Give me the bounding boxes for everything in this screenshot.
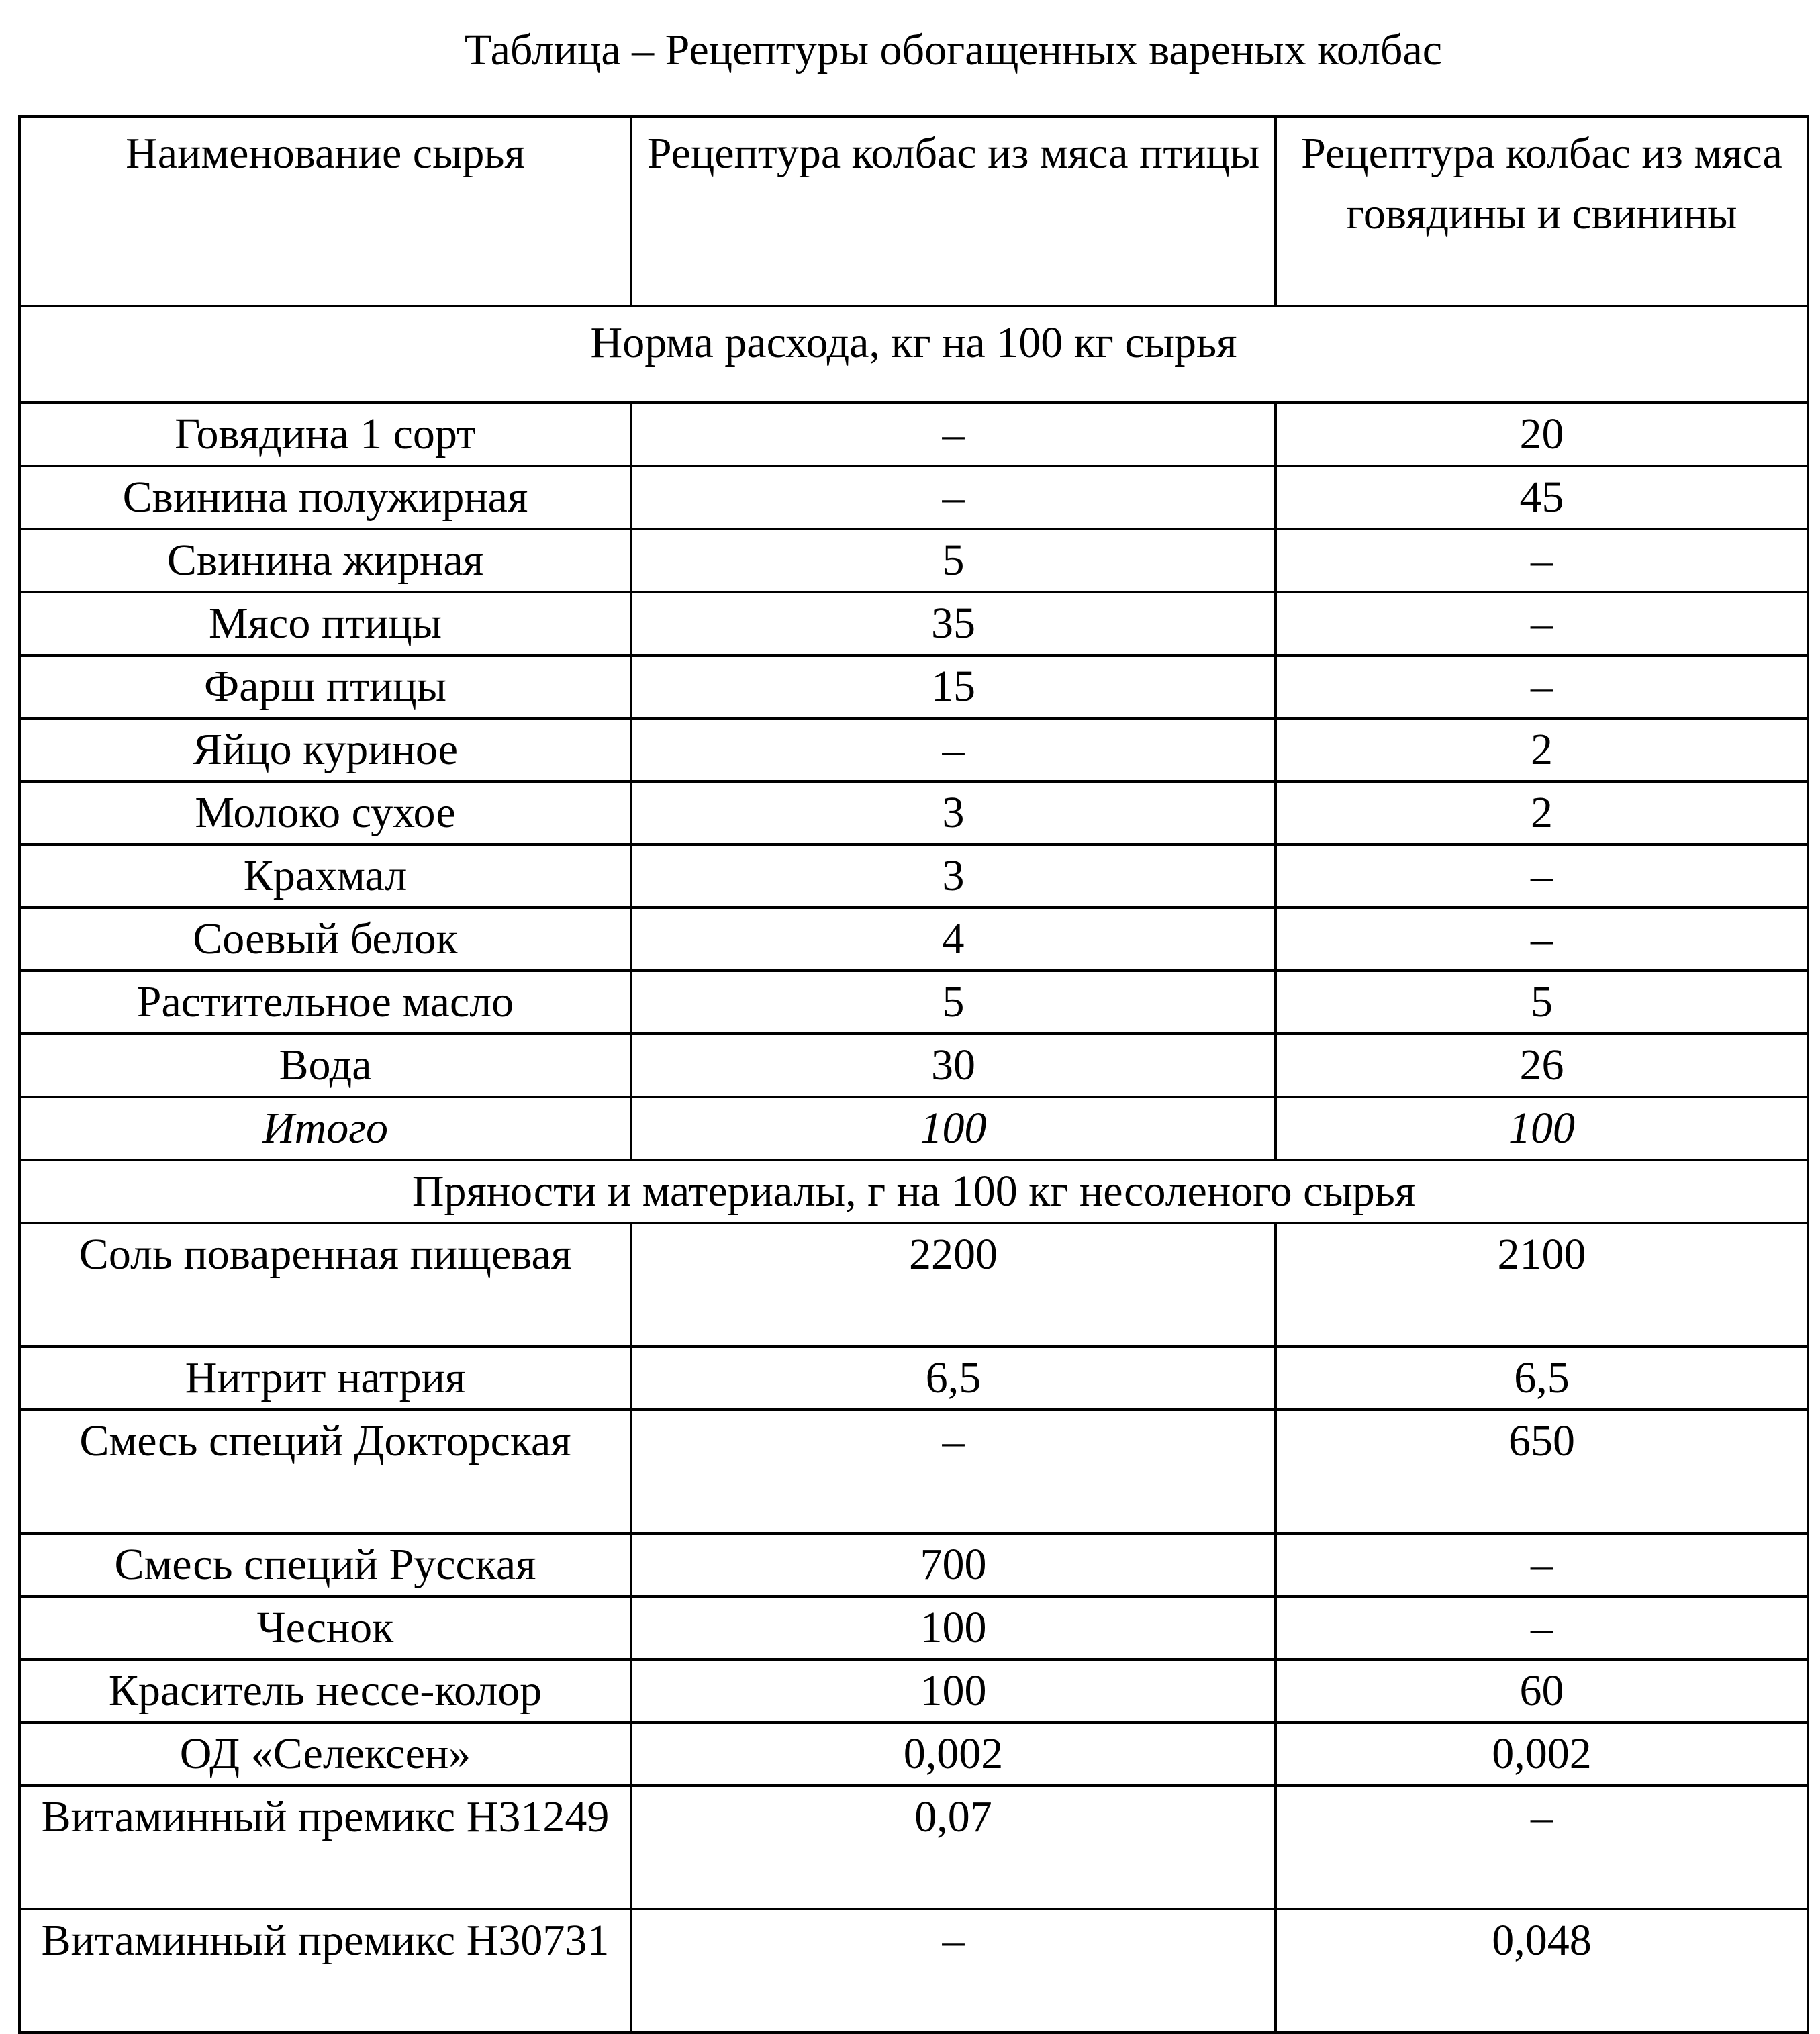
total-poultry-value: 100 xyxy=(631,1097,1276,1160)
row-poultry-value: 4 xyxy=(631,908,1276,971)
table-row xyxy=(19,1909,1808,2033)
table-row xyxy=(19,781,1808,844)
row-beef-pork-value: – xyxy=(1276,592,1808,655)
table-row xyxy=(19,718,1808,781)
row-beef-pork-value: – xyxy=(1276,529,1808,592)
row-beef-pork-value: 2 xyxy=(1276,718,1808,781)
table-row xyxy=(19,844,1808,908)
row-poultry-value: 100 xyxy=(631,1659,1276,1723)
row-name: Витаминный премикс Н30731 xyxy=(19,1909,631,2033)
row-name: Соль поваренная пищевая xyxy=(19,1223,631,1347)
row-beef-pork-value: – xyxy=(1276,908,1808,971)
table-row xyxy=(19,908,1808,971)
table-row xyxy=(19,1034,1808,1097)
header-poultry-recipe: Рецептура колбас из мяса птицы xyxy=(631,117,1276,306)
table-row xyxy=(19,1223,1808,1347)
row-name: Соевый белок xyxy=(19,908,631,971)
header-raw-material: Наименование сырья xyxy=(19,117,631,306)
row-beef-pork-value: – xyxy=(1276,844,1808,908)
table-row xyxy=(19,1659,1808,1723)
table-row xyxy=(19,655,1808,718)
row-name: Чеснок xyxy=(19,1596,631,1659)
row-beef-pork-value: – xyxy=(1276,655,1808,718)
row-poultry-value: 15 xyxy=(631,655,1276,718)
table-row xyxy=(19,971,1808,1034)
row-name: Краситель нессе-колор xyxy=(19,1659,631,1723)
row-name: Мясо птицы xyxy=(19,592,631,655)
row-poultry-value: – xyxy=(631,403,1276,466)
row-beef-pork-value: – xyxy=(1276,1596,1808,1659)
row-name: Растительное масло xyxy=(19,971,631,1034)
table-row xyxy=(19,1723,1808,1786)
section-row xyxy=(19,306,1808,403)
row-poultry-value: 0,07 xyxy=(631,1786,1276,1909)
table-row xyxy=(19,1786,1808,1909)
row-beef-pork-value: 6,5 xyxy=(1276,1347,1808,1410)
row-beef-pork-value: 60 xyxy=(1276,1659,1808,1723)
table-row xyxy=(19,1410,1808,1533)
row-poultry-value: 6,5 xyxy=(631,1347,1276,1410)
row-poultry-value: – xyxy=(631,718,1276,781)
row-name: Свинина жирная xyxy=(19,529,631,592)
row-name: Свинина полужирная xyxy=(19,466,631,529)
row-poultry-value: 35 xyxy=(631,592,1276,655)
table-row xyxy=(19,1533,1808,1596)
row-beef-pork-value: 2100 xyxy=(1276,1223,1808,1347)
total-row xyxy=(19,1097,1808,1160)
row-name: Фарш птицы xyxy=(19,655,631,718)
row-poultry-value: 0,002 xyxy=(631,1723,1276,1786)
table-row xyxy=(19,1347,1808,1410)
row-name: Вода xyxy=(19,1034,631,1097)
row-poultry-value: 30 xyxy=(631,1034,1276,1097)
table-row xyxy=(19,466,1808,529)
row-poultry-value: 2200 xyxy=(631,1223,1276,1347)
row-poultry-value: 100 xyxy=(631,1596,1276,1659)
total-label: Итого xyxy=(19,1097,631,1160)
row-poultry-value: 5 xyxy=(631,529,1276,592)
section-row xyxy=(19,1160,1808,1223)
row-beef-pork-value: 20 xyxy=(1276,403,1808,466)
row-name: Смесь специй Докторская xyxy=(19,1410,631,1533)
section-label-spices: Пряности и материалы, г на 100 кг несоленого сырья xyxy=(19,1160,1808,1223)
row-poultry-value: – xyxy=(631,1909,1276,2033)
row-beef-pork-value: 26 xyxy=(1276,1034,1808,1097)
row-poultry-value: 3 xyxy=(631,781,1276,844)
row-beef-pork-value: 45 xyxy=(1276,466,1808,529)
table-header-row xyxy=(19,117,1808,306)
table-row xyxy=(19,403,1808,466)
row-poultry-value: 5 xyxy=(631,971,1276,1034)
row-beef-pork-value: 5 xyxy=(1276,971,1808,1034)
row-poultry-value: 3 xyxy=(631,844,1276,908)
row-poultry-value: 700 xyxy=(631,1533,1276,1596)
table-row xyxy=(19,1596,1808,1659)
row-poultry-value: – xyxy=(631,466,1276,529)
row-beef-pork-value: – xyxy=(1276,1786,1808,1909)
row-name: Крахмал xyxy=(19,844,631,908)
row-name: Молоко сухое xyxy=(19,781,631,844)
row-beef-pork-value: 0,048 xyxy=(1276,1909,1808,2033)
page-title: Таблица – Рецептуры обогащенных вареных колбас xyxy=(464,26,1443,75)
row-beef-pork-value: 2 xyxy=(1276,781,1808,844)
recipe-table xyxy=(18,115,1809,2034)
total-beef-pork-value: 100 xyxy=(1276,1097,1808,1160)
table-row xyxy=(19,529,1808,592)
row-name: Смесь специй Русская xyxy=(19,1533,631,1596)
section-label-consumption: Норма расхода, кг на 100 кг сырья xyxy=(19,306,1808,403)
table-row xyxy=(19,592,1808,655)
row-name: ОД «Селексен» xyxy=(19,1723,631,1786)
row-name: Говядина 1 сорт xyxy=(19,403,631,466)
row-name: Витаминный премикс Н31249 xyxy=(19,1786,631,1909)
row-beef-pork-value: 650 xyxy=(1276,1410,1808,1533)
row-poultry-value: – xyxy=(631,1410,1276,1533)
header-beef-pork-recipe: Рецептура колбас из мяса говядины и свинины xyxy=(1276,117,1808,306)
row-name: Яйцо куриное xyxy=(19,718,631,781)
row-beef-pork-value: – xyxy=(1276,1533,1808,1596)
row-beef-pork-value: 0,002 xyxy=(1276,1723,1808,1786)
row-name: Нитрит натрия xyxy=(19,1347,631,1410)
